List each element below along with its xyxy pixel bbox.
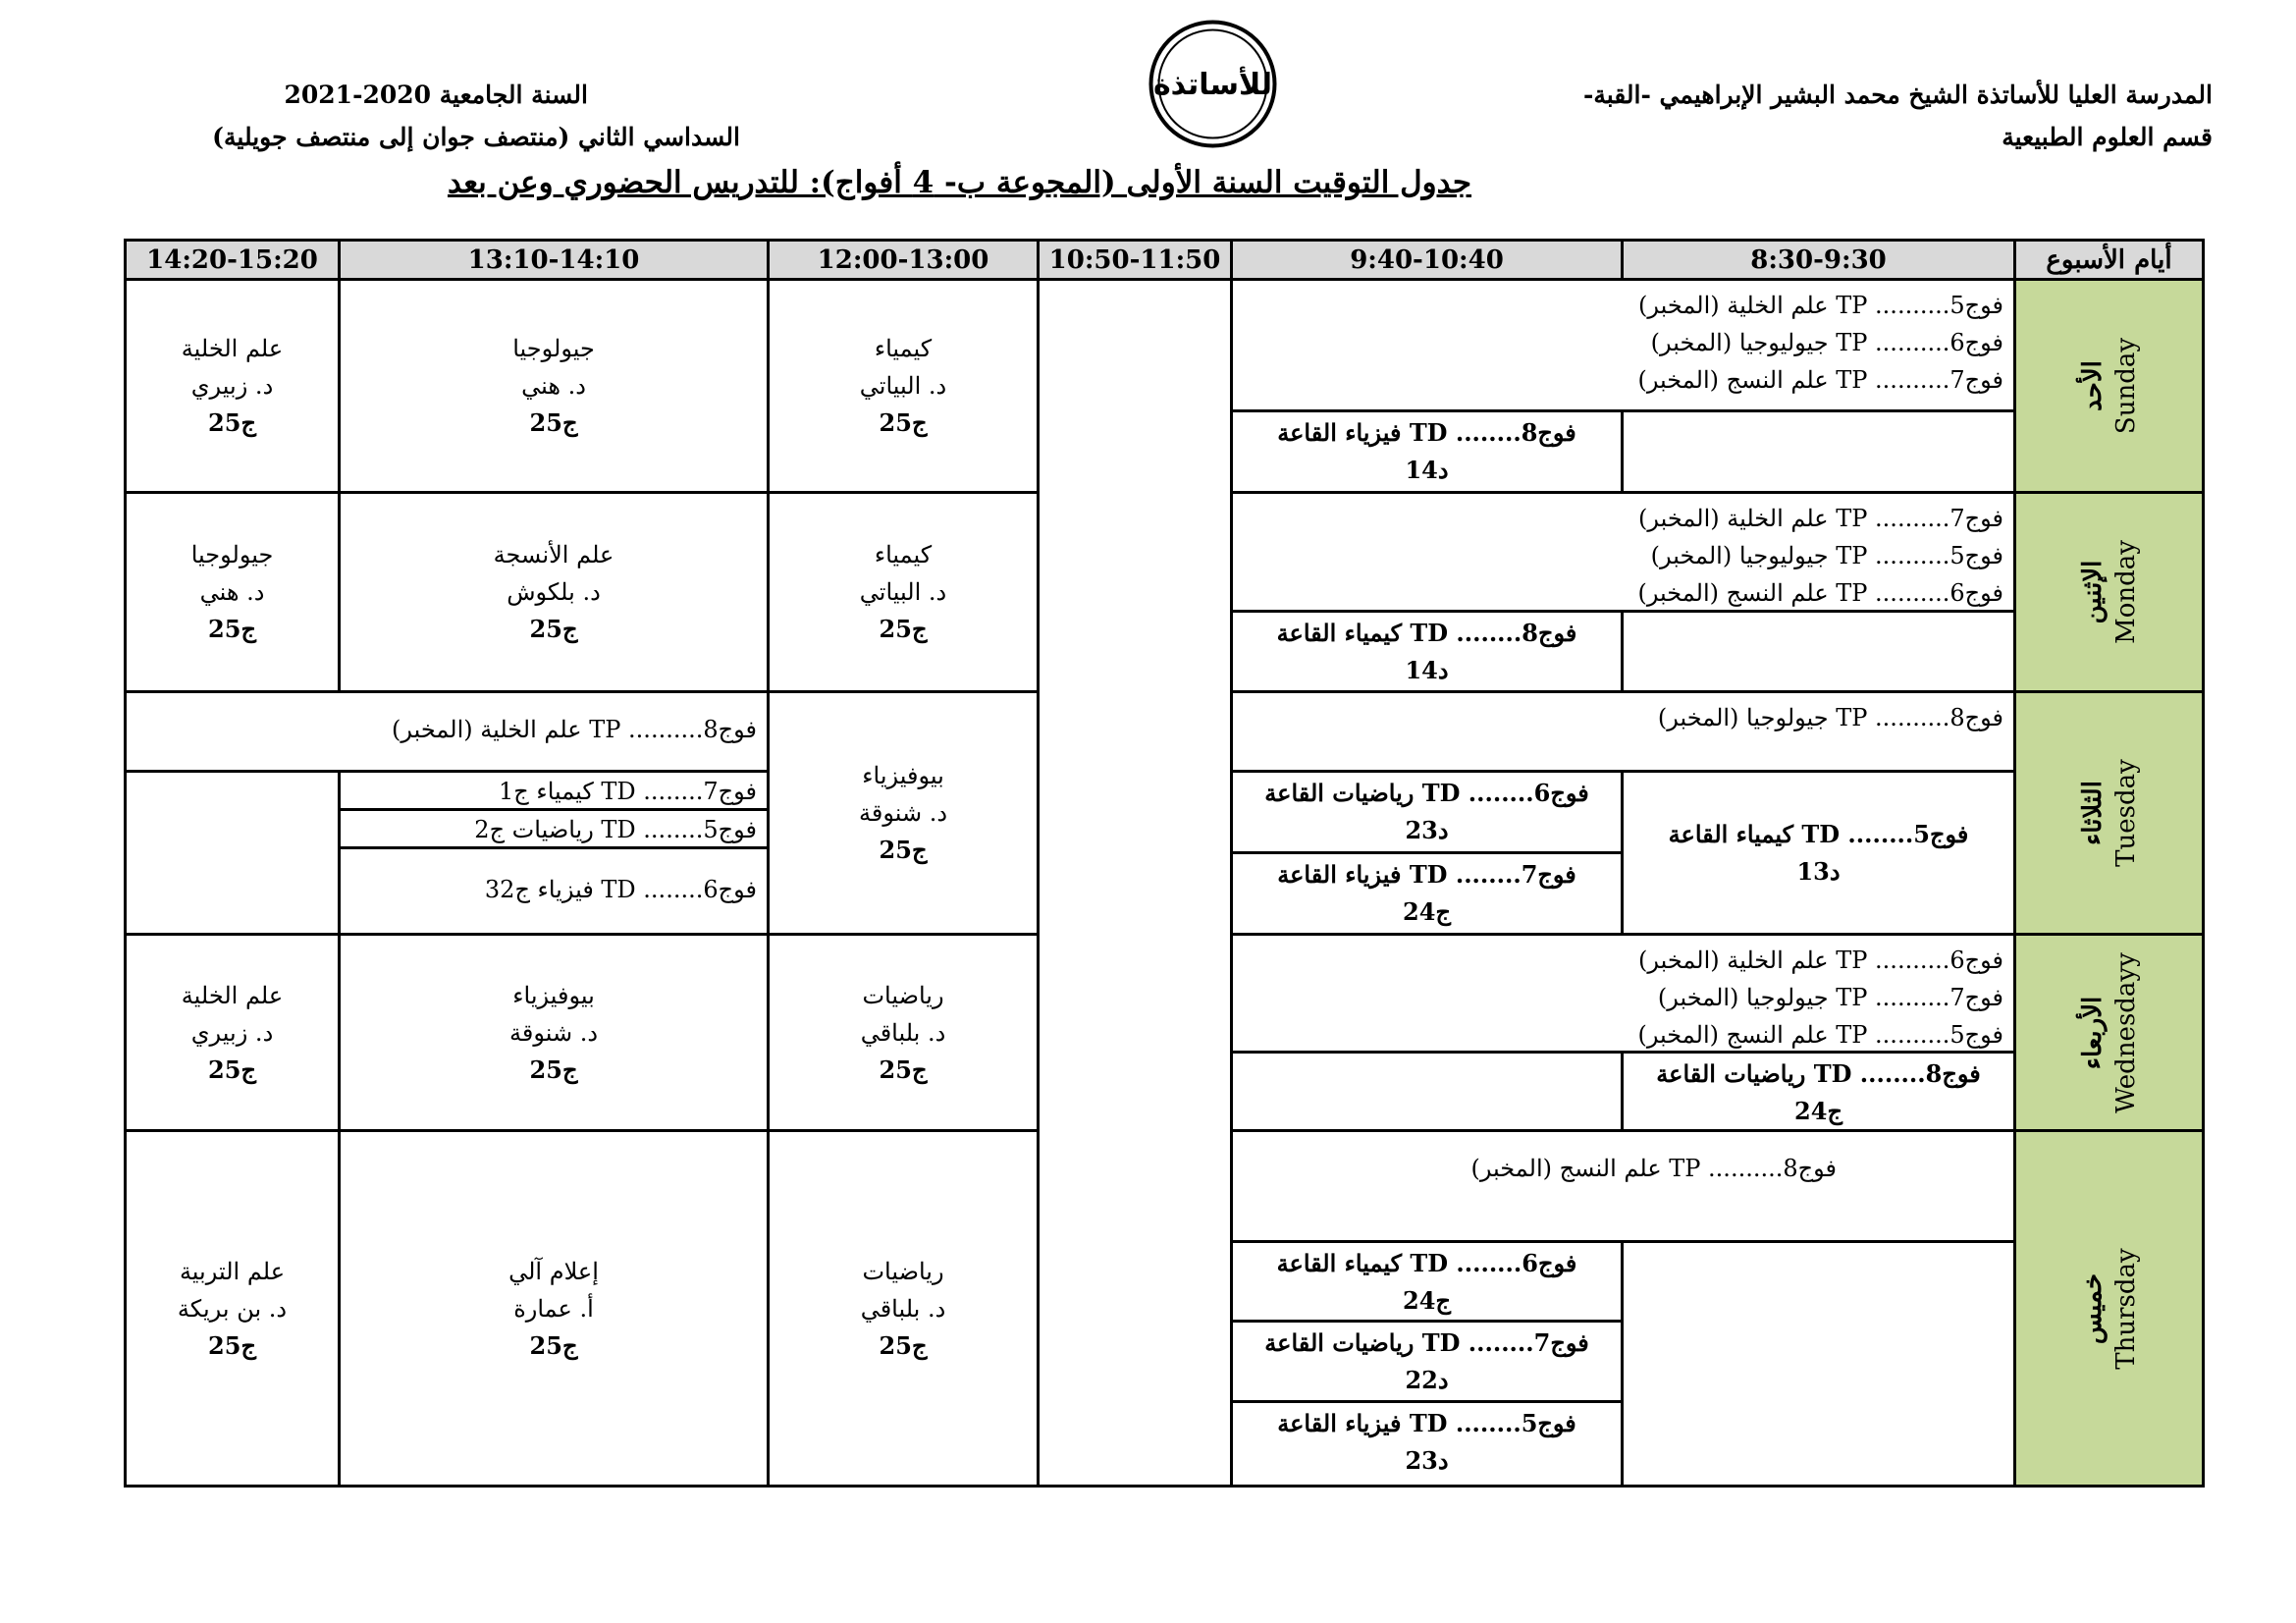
tuesday-td-pm-3 [338, 846, 770, 936]
monday-tp [1230, 491, 2016, 613]
teacher: د. بلباقي [860, 1018, 946, 1047]
academic-year: السنة الجامعية 2020-2021 [284, 81, 588, 109]
room: ج25 [879, 408, 928, 437]
td-group: فوج7........ TD فيزياء القاعة [1277, 860, 1576, 889]
td-room: ج24 [1403, 897, 1451, 926]
subject: إعلام آلي [508, 1257, 599, 1285]
teacher: د. البياتي [859, 372, 947, 400]
teacher: د. زبيري [190, 372, 274, 400]
sunday-empty-cell [1621, 409, 2016, 494]
teacher: د. شنوقة [508, 1018, 599, 1047]
wednesday-lecture-3 [124, 933, 341, 1132]
teacher: د. زبيري [190, 1018, 274, 1047]
sunday-tp-2: فوج6.......... TP جيوليوجيا (المخبر) [1650, 329, 2003, 356]
tuesday-td-pm-1 [338, 770, 770, 811]
page-title: جدول التوقيت السنة الأولى (المجوعة ب- 4 أفواج): للتدريس الحضوري وعن بعد [447, 165, 1472, 200]
wednesday-lecture-1 [767, 933, 1040, 1132]
wednesday-tp-2: فوج7.......... TP جيولوجيا (المخبر) [1657, 984, 2003, 1011]
wednesday-tp [1230, 933, 2016, 1054]
room: ج25 [208, 1330, 256, 1360]
subject: علم الخلية [181, 335, 284, 362]
thursday-td-3 [1230, 1400, 1624, 1488]
room: ج25 [529, 1330, 578, 1360]
school-logo [1147, 18, 1279, 150]
tuesday-tp-1: فوج8.......... TP جيولوجيا (المخبر) [1657, 704, 2003, 731]
sunday-lecture-1 [767, 278, 1040, 494]
monday-tp-2: فوج5.......... TP جيوليوجيا (المخبر) [1650, 542, 2003, 569]
room: ج25 [529, 1055, 578, 1084]
sunday-lecture-3 [124, 278, 341, 494]
day-monday-ar: الإثنين [2077, 560, 2108, 624]
school-name: المدرسة العليا للأساتذة الشيخ محمد البشير الإبراهيمي -القبة- [1582, 81, 2213, 109]
td-room: د23 [1405, 816, 1449, 844]
wednesday-tp-3: فوج5.......... TP علم النسج (المخبر) [1637, 1021, 2003, 1049]
teacher: د. هني [199, 578, 265, 606]
header-time-1-label: 8:30-9:30 [1750, 244, 1887, 275]
td-line: فوج7........ TD كيمياء ج1 [499, 778, 757, 805]
wednesday-lecture-2 [338, 933, 770, 1132]
sunday-tp [1230, 278, 2016, 409]
room: ج25 [879, 615, 928, 643]
header-time-3-label: 10:50-11:50 [1048, 244, 1221, 275]
day-monday-en: Monday [2110, 540, 2141, 644]
day-tuesday-en: Tuesday [2110, 759, 2141, 867]
header-days-label: أيام الأسبوع [2046, 244, 2172, 275]
header-time-2 [1230, 239, 1624, 281]
wednesday-td-room: ج24 [1794, 1097, 1842, 1125]
teacher: د. بن بريكة [177, 1294, 288, 1323]
sunday-lecture-2 [338, 278, 770, 494]
day-tuesday-ar: الثلاثاء [2077, 781, 2108, 845]
monday-td-group: فوج8........ TD كيمياء القاعة [1276, 619, 1577, 647]
teacher: أ. عمارة [513, 1294, 594, 1323]
tuesday-tp [1230, 690, 2016, 773]
teacher: د. هني [521, 372, 586, 400]
subject: جيولوجيا [190, 541, 274, 568]
room: ج25 [208, 615, 256, 643]
monday-td [1230, 610, 1624, 693]
header-time-4 [767, 239, 1040, 281]
subject: رياضيات [862, 1257, 944, 1285]
room: ج25 [208, 1055, 256, 1084]
day-sunday [2013, 278, 2205, 494]
room: ج25 [879, 1055, 928, 1084]
tuesday-lecture-1 [767, 690, 1040, 936]
thursday-empty-cell [1621, 1240, 2016, 1488]
thursday-lecture-1 [767, 1129, 1040, 1488]
room: ج25 [879, 1330, 928, 1360]
wednesday-empty-cell [1230, 1051, 1624, 1132]
subject: رياضيات [862, 981, 944, 1009]
tuesday-td-3 [1230, 851, 1624, 936]
header-time-5-label: 13:10-14:10 [467, 244, 640, 275]
tuesday-td-1 [1621, 770, 2016, 936]
td-group: فوج6........ TD كيمياء القاعة [1276, 1249, 1577, 1277]
td-group: فوج5........ TD فيزياء القاعة [1277, 1409, 1576, 1437]
thursday-tp [1230, 1129, 2016, 1243]
td-line: فوج6........ TD فيزياء ج32 [484, 876, 757, 903]
sunday-td-room: د14 [1405, 456, 1449, 484]
subject: علم الأنسجة [493, 541, 614, 568]
subject: علم الخلية [181, 981, 284, 1009]
sunday-tp-1: فوج5.......... TP علم الخلية (المخبر) [1638, 292, 2003, 319]
subject: علم التربية [179, 1257, 286, 1285]
header-time-5 [338, 239, 770, 281]
day-sunday-en: Sunday [2110, 337, 2141, 435]
subject: كيمياء [874, 335, 933, 362]
monday-lecture-3 [124, 491, 341, 693]
tuesday-td-pm-2 [338, 808, 770, 849]
tuesday-td-2 [1230, 770, 1624, 854]
day-wednesday-en: Wednesdayy [2110, 951, 2141, 1113]
day-thursday-en: Thursday [2110, 1247, 2141, 1370]
header-time-6 [124, 239, 341, 281]
tuesday-tp-afternoon [124, 690, 770, 773]
break-column [1037, 278, 1233, 1488]
subject: بيوفيزياء [512, 981, 595, 1009]
department-name: قسم العلوم الطبيعية [2002, 123, 2213, 151]
subject: جيولوجيا [512, 335, 595, 362]
day-wednesday-ar: الأربعاء [2077, 996, 2108, 1069]
schedule-table [124, 239, 2205, 1488]
svg-text:للأساتذة: للأساتذة [1152, 68, 1273, 102]
tuesday-empty-cell [124, 770, 341, 936]
monday-tp-3: فوج6.......... TP علم النسج (المخبر) [1637, 579, 2003, 607]
room: ج25 [208, 408, 256, 437]
teacher: د. بلكوش [507, 578, 601, 606]
monday-empty-cell [1621, 610, 2016, 693]
day-monday [2013, 491, 2205, 693]
header-time-2-label: 9:40-10:40 [1350, 244, 1504, 275]
day-thursday-ar: خميس [2077, 1272, 2108, 1344]
td-room: د13 [1796, 856, 1841, 886]
sunday-td-group: فوج8........ TD فيزياء القاعة [1277, 418, 1576, 447]
sunday-td [1230, 409, 1624, 494]
header-time-1 [1621, 239, 2016, 281]
wednesday-tp-1: فوج6.......... TP علم الخلية (المخبر) [1638, 947, 2003, 974]
header-days [2013, 239, 2205, 281]
day-sunday-ar: الأحد [2077, 360, 2108, 411]
td-group: فوج5........ TD كيمياء القاعة [1668, 819, 1969, 848]
day-wednesday [2013, 933, 2205, 1132]
header-time-4-label: 12:00-13:00 [817, 244, 989, 275]
td-group: فوج7........ TD رياضيات القاعة [1264, 1328, 1589, 1357]
tuesday-tp-afternoon-text: فوج8.......... TP علم الخلية (المخبر) [392, 716, 757, 743]
wednesday-td [1621, 1051, 2016, 1132]
thursday-lecture-2 [338, 1129, 770, 1488]
sunday-tp-3: فوج7.......... TP علم النسج (المخبر) [1637, 366, 2003, 394]
subject: كيمياء [874, 541, 933, 568]
semester-label: السداسي الثاني (منتصف جوان إلى منتصف جويلية) [212, 123, 740, 151]
teacher: د. شنوقة [858, 799, 948, 827]
header-time-3 [1037, 239, 1233, 281]
day-thursday [2013, 1129, 2205, 1488]
td-line: فوج5........ TD رياضيات ج2 [474, 816, 757, 843]
subject: بيوفيزياء [862, 762, 944, 789]
monday-td-room: د14 [1405, 656, 1449, 684]
monday-lecture-1 [767, 491, 1040, 693]
day-tuesday [2013, 690, 2205, 936]
thursday-td-2 [1230, 1320, 1624, 1403]
td-room: د22 [1405, 1366, 1449, 1394]
thursday-lecture-3 [124, 1129, 341, 1488]
td-room: د23 [1405, 1446, 1449, 1475]
teacher: د. البياتي [859, 578, 947, 606]
thursday-tp-1: فوج8.......... TP علم النسج (المخبر) [1470, 1155, 1837, 1182]
teacher: د. بلباقي [860, 1294, 946, 1323]
room: ج25 [879, 836, 928, 864]
monday-lecture-2 [338, 491, 770, 693]
thursday-td-1 [1230, 1240, 1624, 1323]
room: ج25 [529, 408, 578, 437]
wednesday-td-group: فوج8........ TD رياضيات القاعة [1656, 1059, 1981, 1088]
td-group: فوج6........ TD رياضيات القاعة [1264, 779, 1589, 807]
td-room: ج24 [1403, 1286, 1451, 1315]
header-time-6-label: 14:20-15:20 [146, 244, 318, 275]
room: ج25 [529, 615, 578, 643]
monday-tp-1: فوج7.......... TP علم الخلية (المخبر) [1638, 505, 2003, 532]
